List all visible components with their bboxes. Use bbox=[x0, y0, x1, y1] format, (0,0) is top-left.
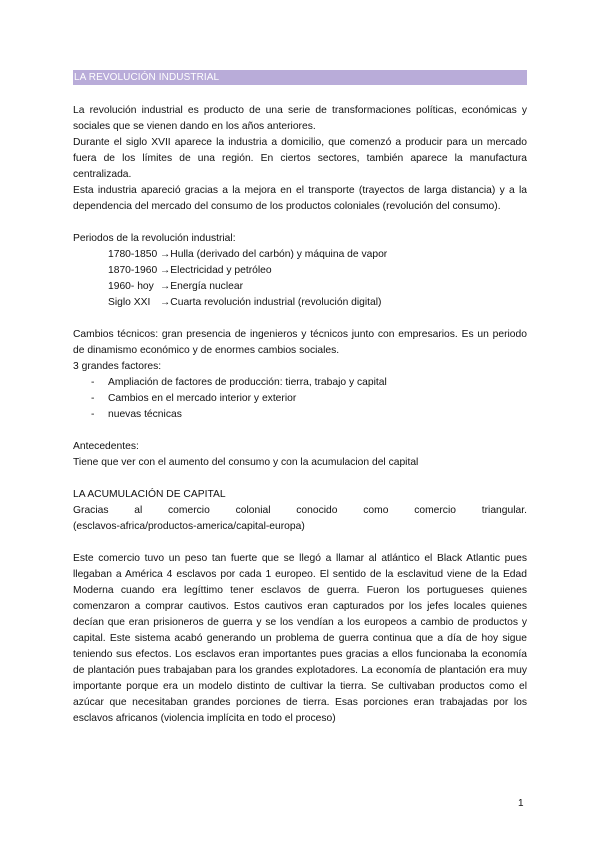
period-year: Siglo XXI bbox=[108, 297, 151, 308]
antecedents-title: Antecedentes: bbox=[73, 441, 139, 452]
capital-word: Gracias bbox=[73, 505, 109, 516]
antecedents-text: Tiene que ver con el aumento del consumo y con la acumulacion del capital bbox=[73, 457, 419, 468]
capital-line-1 bbox=[73, 503, 527, 519]
period-desc: →Hulla (derivado del carbón) y máquina de vapor bbox=[160, 249, 388, 260]
intro-paragraph-3: Esta industria apareció gracias a la mejora en el transporte (trayectos de larga distancia) y a la dependencia del mercado del consumo de los productos coloniales (revolución del consumo). bbox=[73, 185, 527, 212]
factor-text: Ampliación de factores de producción: tierra, trabajo y capital bbox=[108, 377, 387, 388]
factors-title: 3 grandes factores: bbox=[73, 361, 162, 372]
capital-word: al bbox=[134, 505, 143, 516]
dash-bullet: - bbox=[91, 409, 95, 420]
capital-heading: LA ACUMULACIÓN DE CAPITAL bbox=[73, 489, 226, 500]
period-item bbox=[73, 295, 527, 311]
period-year: 1780-1850 bbox=[108, 249, 158, 260]
changes-paragraph: Cambios técnicos: gran presencia de ingenieros y técnicos junto con empresarios. Es un periodo de dinamismo económico y de enormes cambios sociales. bbox=[73, 329, 527, 356]
dash-bullet: - bbox=[91, 377, 95, 388]
period-item bbox=[73, 279, 527, 295]
intro-paragraph-1: La revolución industrial es producto de una serie de transformaciones políticas, económicas y sociales que se vienen dando en los años anteriores. bbox=[73, 105, 527, 132]
dash-bullet: - bbox=[91, 393, 95, 404]
period-desc: →Cuarta revolución industrial (revolución digital) bbox=[160, 297, 382, 308]
page-number: 1 bbox=[518, 798, 524, 809]
factor-item bbox=[73, 375, 527, 391]
capital-word: como bbox=[363, 505, 389, 516]
factor-text: Cambios en el mercado interior y exterior bbox=[108, 393, 297, 404]
capital-word: conocido bbox=[296, 505, 338, 516]
capital-word: triangular. bbox=[481, 505, 527, 516]
period-year: 1870-1960 bbox=[108, 265, 158, 276]
period-item bbox=[73, 263, 527, 279]
capital-word: colonial bbox=[235, 505, 271, 516]
trade-paragraph: Este comercio tuvo un peso tan fuerte que se llegó a llamar al atlántico el Black Atlantic pues llegaban a América 4 esclavos por cada 1 europeo. El sentido de la esclavitud viene de la Edad Moderna cuando era legíttimo tener esclavos de guerra. Fueron los portugueses quienes comenzaron a comprar cautivos. Estos cautivos eran capturados por los jefes locales quienes decían que eran prisioneros de guerra y se los vendían a los europeos a cambio de productos y capital. Este sistema acabó generando un problema de guerra continua que a día de hoy sigue teniendo sus efectos. Los esclavos eran importantes pues gracias a ellos funcionaba la economía de plantación pues trabajaban para los grandes explotadores. La economía de plantación era muy importante porque era un modelo distinto de cultivar la tierra. Se cultivaban productos como el azúcar que necesitaban grandes porciones de tierra. Esas porciones eran trabajadas por los esclavos africanos (violencia implícita en todo el proceso) bbox=[73, 553, 527, 724]
capital-line-2: (esclavos-africa/productos-america/capital-europa) bbox=[73, 521, 305, 532]
document-page bbox=[73, 70, 527, 727]
period-year: 1960- hoy bbox=[108, 281, 154, 292]
factor-item bbox=[73, 391, 527, 407]
period-desc: →Energía nuclear bbox=[160, 281, 243, 292]
periods-title: Periodos de la revolución industrial: bbox=[73, 233, 236, 244]
intro-paragraph-2: Durante el siglo XVII aparece la industria a domicilio, que comenzó a producir para un mercado fuera de los límites de una región. En ciertos sectores, también aparece la manufactura centralizada. bbox=[73, 137, 527, 180]
capital-word: comercio bbox=[168, 505, 210, 516]
factor-item bbox=[73, 407, 527, 423]
capital-word: comercio bbox=[414, 505, 456, 516]
factor-text: nuevas técnicas bbox=[108, 409, 182, 420]
periods-list bbox=[73, 247, 527, 311]
period-item bbox=[73, 247, 527, 263]
section-banner: LA REVOLUCIÓN INDUSTRIAL bbox=[73, 70, 527, 85]
period-desc: →Electricidad y petróleo bbox=[160, 265, 272, 276]
factors-list bbox=[73, 375, 527, 423]
